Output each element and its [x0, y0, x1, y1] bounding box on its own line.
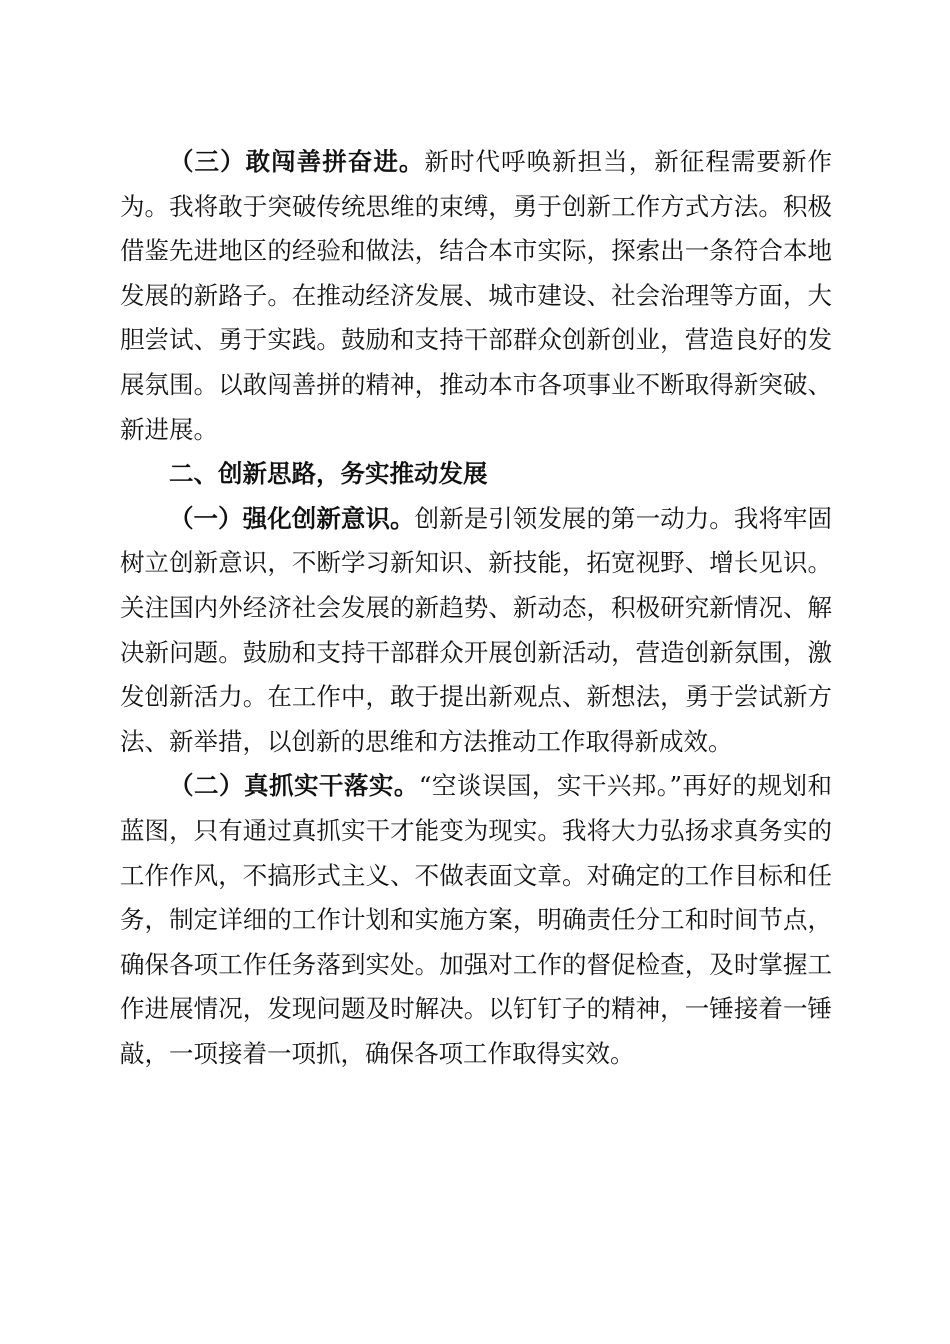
- document-page: [120, 140, 832, 1076]
- paragraph-lead: （二）真抓实干落实。: [169, 771, 419, 801]
- paragraph-dare-to-venture: [120, 140, 832, 452]
- paragraph-body: 新时代呼唤新担当，新征程需要新作为。我将敢于突破传统思维的束缚，勇于创新工作方式方法。积极借鉴先进地区的经验和做法，结合本市实际，探索出一条符合本地发展的新路子。在推动经济发展、城市建设、社会治理等方面，大胆尝试、勇于实践。鼓励和支持干部群众创新创业，营造良好的发展氛围。以敢闯善拼的精神，推动本市各项事业不断取得新突破、新进展。: [120, 147, 833, 444]
- paragraph-innovation-awareness: [120, 497, 832, 765]
- paragraph-lead: （三）敢闯善拼奋进。: [169, 147, 425, 176]
- paragraph-lead: （一）强化创新意识。: [169, 503, 415, 533]
- paragraph-practical-implementation: [120, 764, 832, 1076]
- paragraph-body: “空谈误国，实干兴邦。”再好的规划和蓝图，只有通过真抓实干才能变为现实。我将大力弘扬求真务实的工作作风，不搞形式主义、不做表面文章。对确定的工作目标和任务，制定详细的工作计划和实施方案，明确责任分工和时间节点，确保各项工作任务落到实处。加强对工作的督促检查，及时掌握工作进展情况，发现问题及时解决。以钉钉子的精神，一锤接着一锤敲，一项接着一项抓，确保各项工作取得实效。: [120, 771, 832, 1068]
- paragraph-body: 创新是引领发展的第一动力。我将牢固树立创新意识，不断学习新知识、新技能，拓宽视野、增长见识。关注国内外经济社会发展的新趋势、新动态，积极研究新情况、解决新问题。鼓励和支持干部群众开展创新活动，营造创新氛围，激发创新活力。在工作中，敢于提出新观点、新想法，勇于尝试新方法、新举措，以创新的思维和方法推动工作取得新成效。: [120, 503, 832, 756]
- section-heading: 二、创新思路，务实推动发展: [169, 459, 488, 489]
